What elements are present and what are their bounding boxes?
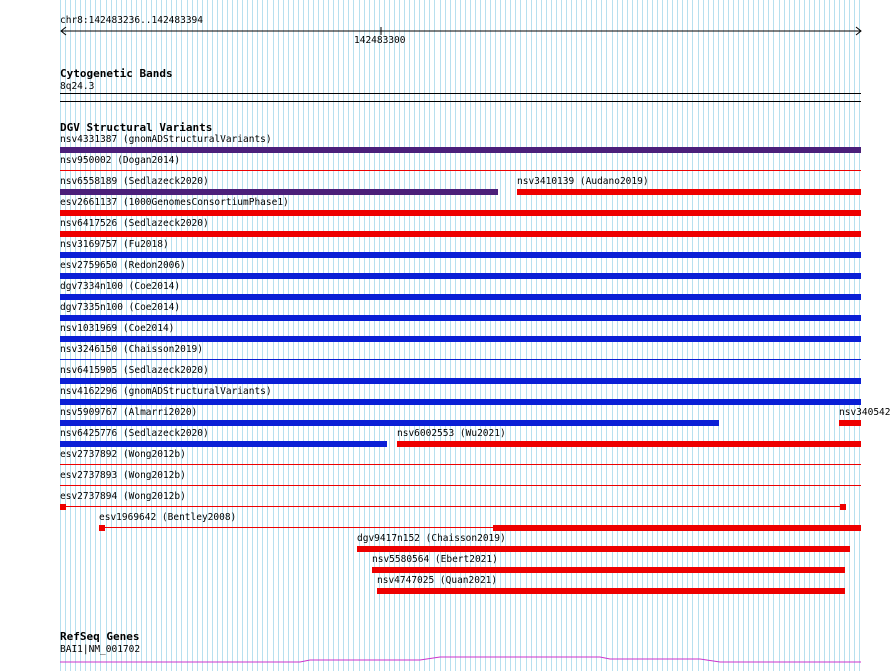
gene-line — [60, 657, 861, 662]
variant-label: esv1969642 (Bentley2008) — [99, 512, 237, 523]
variant-block[interactable] — [99, 525, 105, 531]
variant-line[interactable] — [60, 359, 861, 360]
variant-bar[interactable] — [357, 546, 850, 552]
variant-label: nsv6415905 (Sedlazeck2020) — [60, 365, 209, 376]
variant-label: nsv5580564 (Ebert2021) — [372, 554, 498, 565]
variant-label: nsv3169757 (Fu2018) — [60, 239, 169, 250]
variant-bar[interactable] — [60, 315, 861, 321]
gene-label: BAI1|NM_001702 — [60, 644, 141, 655]
location-label: chr8:142483236..142483394 — [60, 15, 203, 26]
variant-label: nsv950002 (Dogan2014) — [60, 155, 181, 166]
variant-label: nsv1031969 (Coe2014) — [60, 323, 175, 334]
variant-label: dgv9417n152 (Chaisson2019) — [357, 533, 506, 544]
variant-bar[interactable] — [60, 231, 861, 237]
variant-line[interactable] — [105, 527, 493, 528]
variant-label: nsv6425776 (Sedlazeck2020) — [60, 428, 209, 439]
variant-block[interactable] — [60, 504, 66, 510]
variant-label: nsv5909767 (Almarri2020) — [60, 407, 198, 418]
variant-bar[interactable] — [60, 399, 861, 405]
variant-label: esv2737892 (Wong2012b) — [60, 449, 186, 460]
refseq-track-title[interactable]: RefSeq Genes — [60, 630, 140, 643]
variant-bar[interactable] — [397, 441, 861, 447]
cytoband-track-title[interactable]: Cytogenetic Bands — [60, 67, 173, 80]
variant-bar[interactable] — [60, 273, 861, 279]
variant-bar[interactable] — [60, 378, 861, 384]
variant-bar[interactable] — [372, 567, 845, 573]
variant-label: esv2737893 (Wong2012b) — [60, 470, 186, 481]
ruler-tick-label: 142483300 — [354, 35, 406, 46]
dgv-track-title[interactable]: DGV Structural Variants — [60, 121, 213, 134]
variant-label: nsv4331387 (gnomADStructuralVariants) — [60, 134, 272, 145]
variant-bar[interactable] — [60, 420, 719, 426]
variant-bar[interactable] — [60, 210, 861, 216]
variant-bar[interactable] — [60, 336, 861, 342]
ruler-axis[interactable] — [0, 0, 890, 60]
variant-bar[interactable] — [377, 588, 845, 594]
variant-bar[interactable] — [839, 420, 861, 426]
variant-label: nsv4162296 (gnomADStructuralVariants) — [60, 386, 272, 397]
variant-line[interactable] — [60, 485, 861, 486]
variant-block[interactable] — [493, 525, 861, 531]
variant-label: dgv7334n100 (Coe2014) — [60, 281, 181, 292]
track-divider — [60, 101, 861, 102]
variant-label: nsv4747025 (Quan2021) — [377, 575, 498, 586]
variant-label: nsv3246150 (Chaisson2019) — [60, 344, 203, 355]
variant-block[interactable] — [840, 504, 846, 510]
variant-bar[interactable] — [60, 189, 498, 195]
variant-bar[interactable] — [60, 441, 387, 447]
variant-bar[interactable] — [517, 189, 861, 195]
variant-line[interactable] — [60, 170, 861, 171]
variant-label: esv2759650 (Redon2006) — [60, 260, 186, 271]
variant-bar[interactable] — [60, 147, 861, 153]
variant-line[interactable] — [66, 506, 840, 507]
variant-label: nsv3410139 (Audano2019) — [517, 176, 649, 187]
variant-bar[interactable] — [60, 294, 861, 300]
variant-line[interactable] — [60, 464, 861, 465]
gene-model[interactable] — [0, 650, 890, 671]
variant-label: dgv7335n100 (Coe2014) — [60, 302, 181, 313]
cytoband-label: 8q24.3 — [60, 81, 95, 92]
variant-label: esv2737894 (Wong2012b) — [60, 491, 186, 502]
variant-label: nsv6558189 (Sedlazeck2020) — [60, 176, 209, 187]
variant-bar[interactable] — [60, 252, 861, 258]
variant-label: nsv340542 — [839, 407, 890, 418]
variant-label: nsv6417526 (Sedlazeck2020) — [60, 218, 209, 229]
cytoband-bar[interactable] — [60, 93, 861, 94]
variant-label: esv2661137 (1000GenomesConsortiumPhase1) — [60, 197, 289, 208]
variant-label: nsv6002553 (Wu2021) — [397, 428, 506, 439]
